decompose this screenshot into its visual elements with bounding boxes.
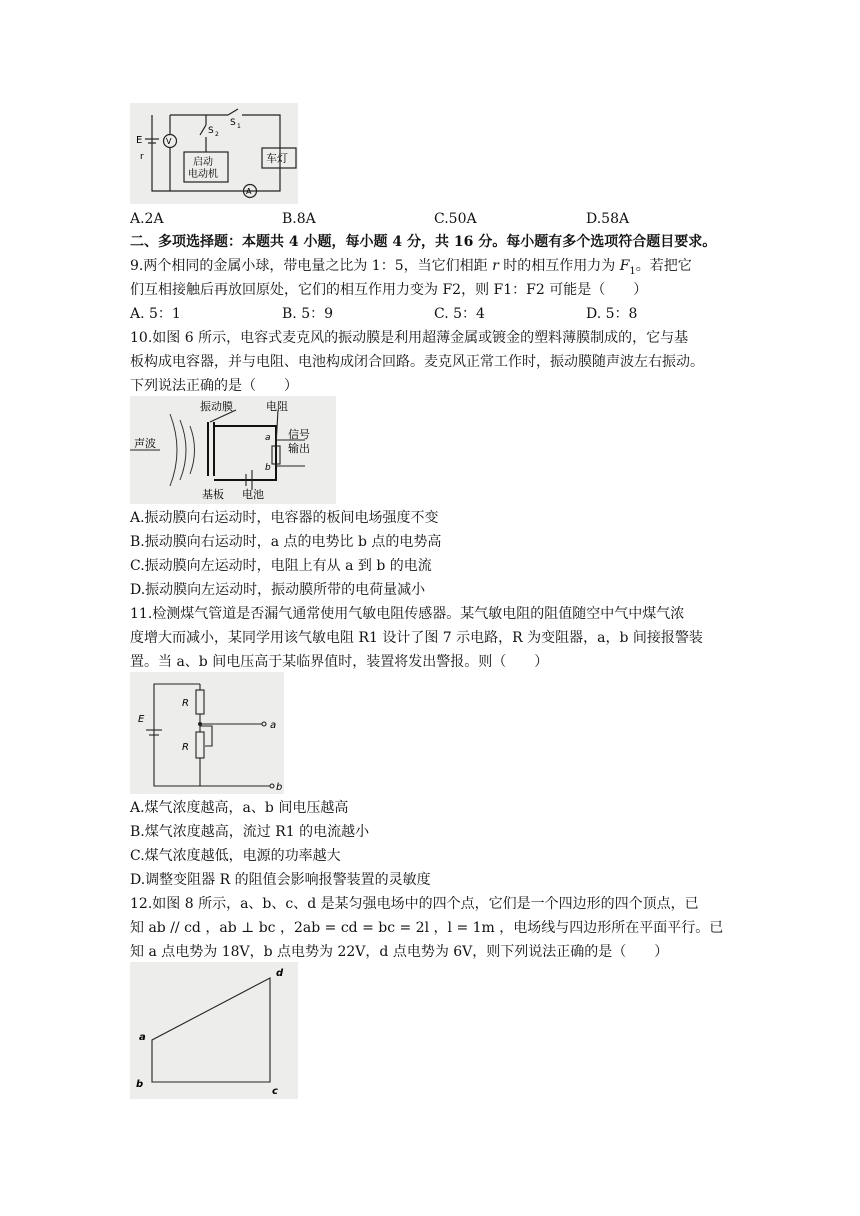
q11-R1-label: R [182, 698, 189, 709]
q8-r-label: r [140, 152, 144, 162]
q9-option-a: A. 5：1 [130, 306, 181, 322]
q11-line-3: 置。当 a、b 间电压高于某临界值时，装置将发出警报。则（ ） [130, 654, 549, 670]
q11-alarm-circuit-svg [130, 672, 284, 794]
q11-option-d: D.调整变阻器 R 的阻值会影响报警装置的灵敏度 [130, 872, 431, 888]
q8-E-label: E [136, 135, 143, 146]
q9-var-F: F [619, 258, 630, 274]
q11-line-2: 度增大而减小，某同学用该气敏电阻 R1 设计了图 7 示电路，R 为变阻器，a，b 间接报警装 [130, 630, 703, 646]
q9-var-r: r [492, 258, 499, 274]
q9-option-d: D. 5：8 [586, 306, 638, 322]
q8-motor-label-1: 启动 [193, 157, 213, 168]
q11-R-label: R [182, 742, 189, 753]
q10-signal-label-2: 输出 [288, 442, 310, 455]
q10-a-label: a [265, 433, 271, 443]
q11-line-1: 11.检测煤气管道是否漏气通常使用气敏电阻传感器。某气敏电阻的阻值随空中气中煤气浓 [130, 606, 685, 622]
q10-membrane-label: 振动膜 [200, 400, 233, 413]
q10-option-a: A.振动膜向右运动时，电容器的板间电场强度不变 [130, 510, 439, 526]
q10-option-b: B.振动膜向右运动时，a 点的电势比 b 点的电势高 [130, 534, 442, 550]
q10-microphone-svg [130, 396, 336, 504]
q11-alarm-circuit-figure [130, 672, 284, 794]
q12-b-label: b [136, 1079, 144, 1090]
q10-line-1: 10.如图 6 所示，电容式麦克风的振动膜是利用超薄金属或镀金的塑料薄膜制成的，它与基 [130, 330, 689, 346]
q10-plate-label: 基板 [202, 488, 224, 501]
q8-V-label: V [166, 137, 172, 146]
q8-S1-sub: 1 [237, 123, 241, 130]
q8-lamp-label: 车灯 [266, 152, 288, 165]
q10-line-3: 下列说法正确的是（ ） [130, 378, 298, 394]
q9-line-1c: 时的相互作用力为 [498, 258, 620, 274]
q8-circuit-figure [130, 103, 298, 204]
q11-b-label: b [276, 782, 283, 793]
q10-microphone-figure [130, 396, 336, 504]
q12-line-1: 12.如图 8 所示，a、b、c、d 是某匀强电场中的四个点，它们是一个四边形的四个顶点，已 [130, 896, 699, 912]
q10-line-2: 板构成电容器，并与电阻、电池构成闭合回路。麦克风正常工作时，振动膜随声波左右振动。 [130, 354, 704, 370]
q10-option-c: C.振动膜向左运动时，电阻上有从 a 到 b 的电流 [130, 558, 432, 574]
q8-options [130, 207, 730, 231]
q11-option-b: B.煤气浓度越高，流过 R1 的电流越小 [130, 824, 370, 840]
q11-E-label: E [138, 714, 145, 725]
q8-option-d: D.58A [586, 211, 630, 227]
q9-option-c: C. 5：4 [434, 306, 485, 322]
q10-battery-label: 电池 [242, 488, 264, 501]
q12-c-label: c [272, 1086, 278, 1097]
q10-sound-label: 声波 [134, 437, 156, 450]
q8-motor-label-2: 电动机 [188, 169, 218, 180]
q8-S2-label: S [208, 126, 214, 136]
q12-a-label: a [139, 1032, 146, 1043]
q11-option-a: A.煤气浓度越高，a、b 间电压越高 [130, 800, 349, 816]
q8-option-b: B.8A [282, 211, 316, 227]
section2-title: 二、多项选择题：本题共 4 小题，每小题 4 分，共 16 分。每小题有多个选项符合题目要求。 [130, 234, 717, 250]
q11-a-label: a [270, 720, 277, 731]
q9-line-1a: 9.两个相同的金属小球，带电量之比为 1：5，当它们相距 [130, 258, 493, 274]
q12-line-2: 知 ab // cd ，ab ⊥ bc ，2ab = cd = bc = 2l ，l = 1m ，电场线与四边形所在平面平行。已 [130, 920, 724, 936]
q9-var-F-sub: 1 [629, 265, 636, 277]
q8-option-a: A.2A [130, 211, 164, 227]
q8-option-c: C.50A [434, 211, 477, 227]
q9-option-b: B. 5：9 [282, 306, 334, 322]
q10-signal-label-1: 信号 [288, 428, 310, 441]
q12-d-label: d [276, 968, 284, 979]
q8-A-label: A [246, 187, 252, 196]
q10-resistor-label: 电阻 [266, 400, 288, 413]
q12-quadrilateral-figure [130, 962, 298, 1099]
q10-b-label: b [265, 463, 271, 473]
q12-line-3: 知 a 点电势为 18V，b 点电势为 22V，d 点电势为 6V，则下列说法正确的是（ ） [130, 944, 669, 960]
q9-line-2: 们互相接触后再放回原处，它们的相互作用力变为 F2，则 F1：F2 可能是（ ） [130, 282, 648, 298]
q11-option-c: C.煤气浓度越低，电源的功率越大 [130, 848, 341, 864]
q9-options [130, 302, 730, 326]
q8-S2-sub: 2 [215, 131, 219, 138]
q8-S1-label: S [230, 118, 236, 128]
q12-quadrilateral-svg [130, 962, 298, 1099]
q10-option-d: D.振动膜向左运动时，振动膜所带的电荷量减小 [130, 582, 426, 598]
q8-circuit-svg [130, 103, 298, 204]
q9-line-1f: 。若把它 [635, 258, 692, 274]
